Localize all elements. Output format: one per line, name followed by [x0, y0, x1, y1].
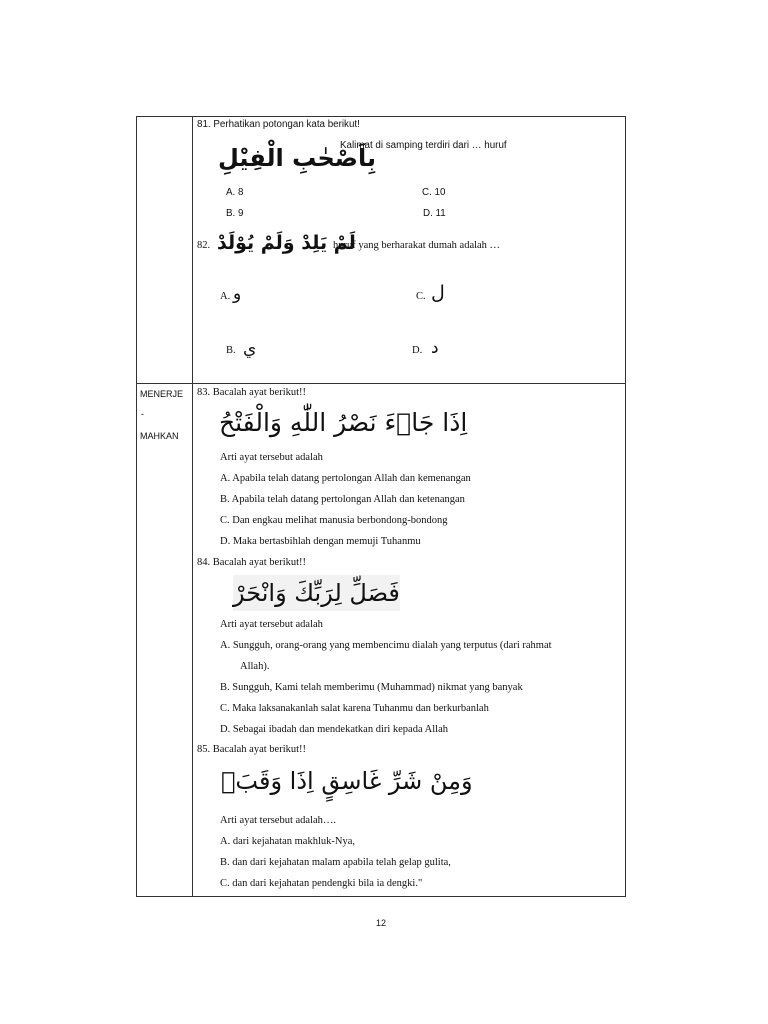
q85-arabic-text: وَمِنْ شَرِّ غَاسِقٍ اِذَا وَقَبَۙ [221, 767, 473, 795]
q85-prompt: 85. Bacalah ayat berikut!! [197, 744, 307, 755]
q82-arabic-text: لَمْ يَلِدْ وَلَمْ يُوْلَدْ [217, 232, 356, 254]
q85-option-c: C. dan dari kejahatan pendengki bila ia dengki." [220, 878, 423, 889]
q82-option-c-glyph: ل [431, 282, 445, 304]
q81-arabic-text: بِاَصْحٰبِ الْفِيْلِ [218, 144, 377, 172]
q81-option-b: B. 9 [226, 208, 244, 219]
q85-subprompt: Arti ayat tersebut adalah…. [220, 815, 337, 826]
q81-option-a: A. 8 [226, 187, 244, 198]
q82-option-a-glyph: و [233, 284, 242, 304]
q84-prompt: 84. Bacalah ayat berikut!! [197, 557, 307, 568]
category-label-line3: MAHKAN [140, 431, 179, 441]
q83-option-d: D. Maka bertasbihlah dengan memuji Tuhanmu [220, 536, 421, 547]
q82-option-d-label: D. [412, 345, 423, 356]
q83-prompt: 83. Bacalah ayat berikut!! [197, 387, 307, 398]
q82-option-a-label: A. [220, 291, 231, 302]
q84-option-c: C. Maka laksanakanlah salat karena Tuhanmu dan berkurbanlah [220, 703, 489, 714]
q81-side-text: Kalimat di samping terdiri dari … huruf [340, 140, 507, 151]
q84-arabic-text: فَصَلِّ لِرَبِّكَ وَانْحَرْ [233, 575, 400, 611]
q82-prompt: huruf yang berharakat dumah adalah … [333, 240, 501, 251]
page-number: 12 [376, 918, 387, 928]
q81-option-c: C. 10 [422, 187, 446, 198]
q83-subprompt: Arti ayat tersebut adalah [220, 452, 323, 463]
q84-subprompt: Arti ayat tersebut adalah [220, 619, 323, 630]
row-divider [136, 383, 626, 384]
q84-option-a: A. Sungguh, orang-orang yang membencimu dialah yang terputus (dari rahmat [220, 640, 552, 651]
column-divider [192, 116, 193, 897]
category-label-line2: - [141, 409, 144, 419]
q84-option-d: D. Sebagai ibadah dan mendekatkan diri kepada Allah [220, 724, 449, 735]
q84-option-b: B. Sungguh, Kami telah memberimu (Muhammad) nikmat yang banyak [220, 682, 523, 693]
category-label-line1: MENERJE [140, 389, 184, 399]
q82-number: 82. [197, 240, 211, 251]
q82-option-c-label: C. [416, 291, 426, 302]
q81-prompt: 81. Perhatikan potongan kata berikut! [197, 119, 360, 130]
q81-option-d: D. 11 [423, 208, 446, 219]
q83-option-b: B. Apabila telah datang pertolongan Allah dan ketenangan [220, 494, 465, 505]
q85-option-b: B. dan dari kejahatan malam apabila telah gelap gulita, [220, 857, 451, 868]
q83-option-c: C. Dan engkau melihat manusia berbondong-bondong [220, 515, 448, 526]
q83-arabic-text: اِذَا جَاۤءَ نَصْرُ اللّٰهِ وَالْفَتْحُ [219, 408, 468, 437]
q85-option-a: A. dari kejahatan makhluk-Nya, [220, 836, 355, 847]
q82-option-b-glyph: ي [243, 339, 257, 359]
q84-option-a-continued: Allah). [240, 661, 270, 672]
q82-option-d-glyph: د [431, 338, 439, 358]
q82-option-b-label: B. [226, 345, 236, 356]
q83-option-a: A. Apabila telah datang pertolongan Allah dan kemenangan [220, 473, 471, 484]
